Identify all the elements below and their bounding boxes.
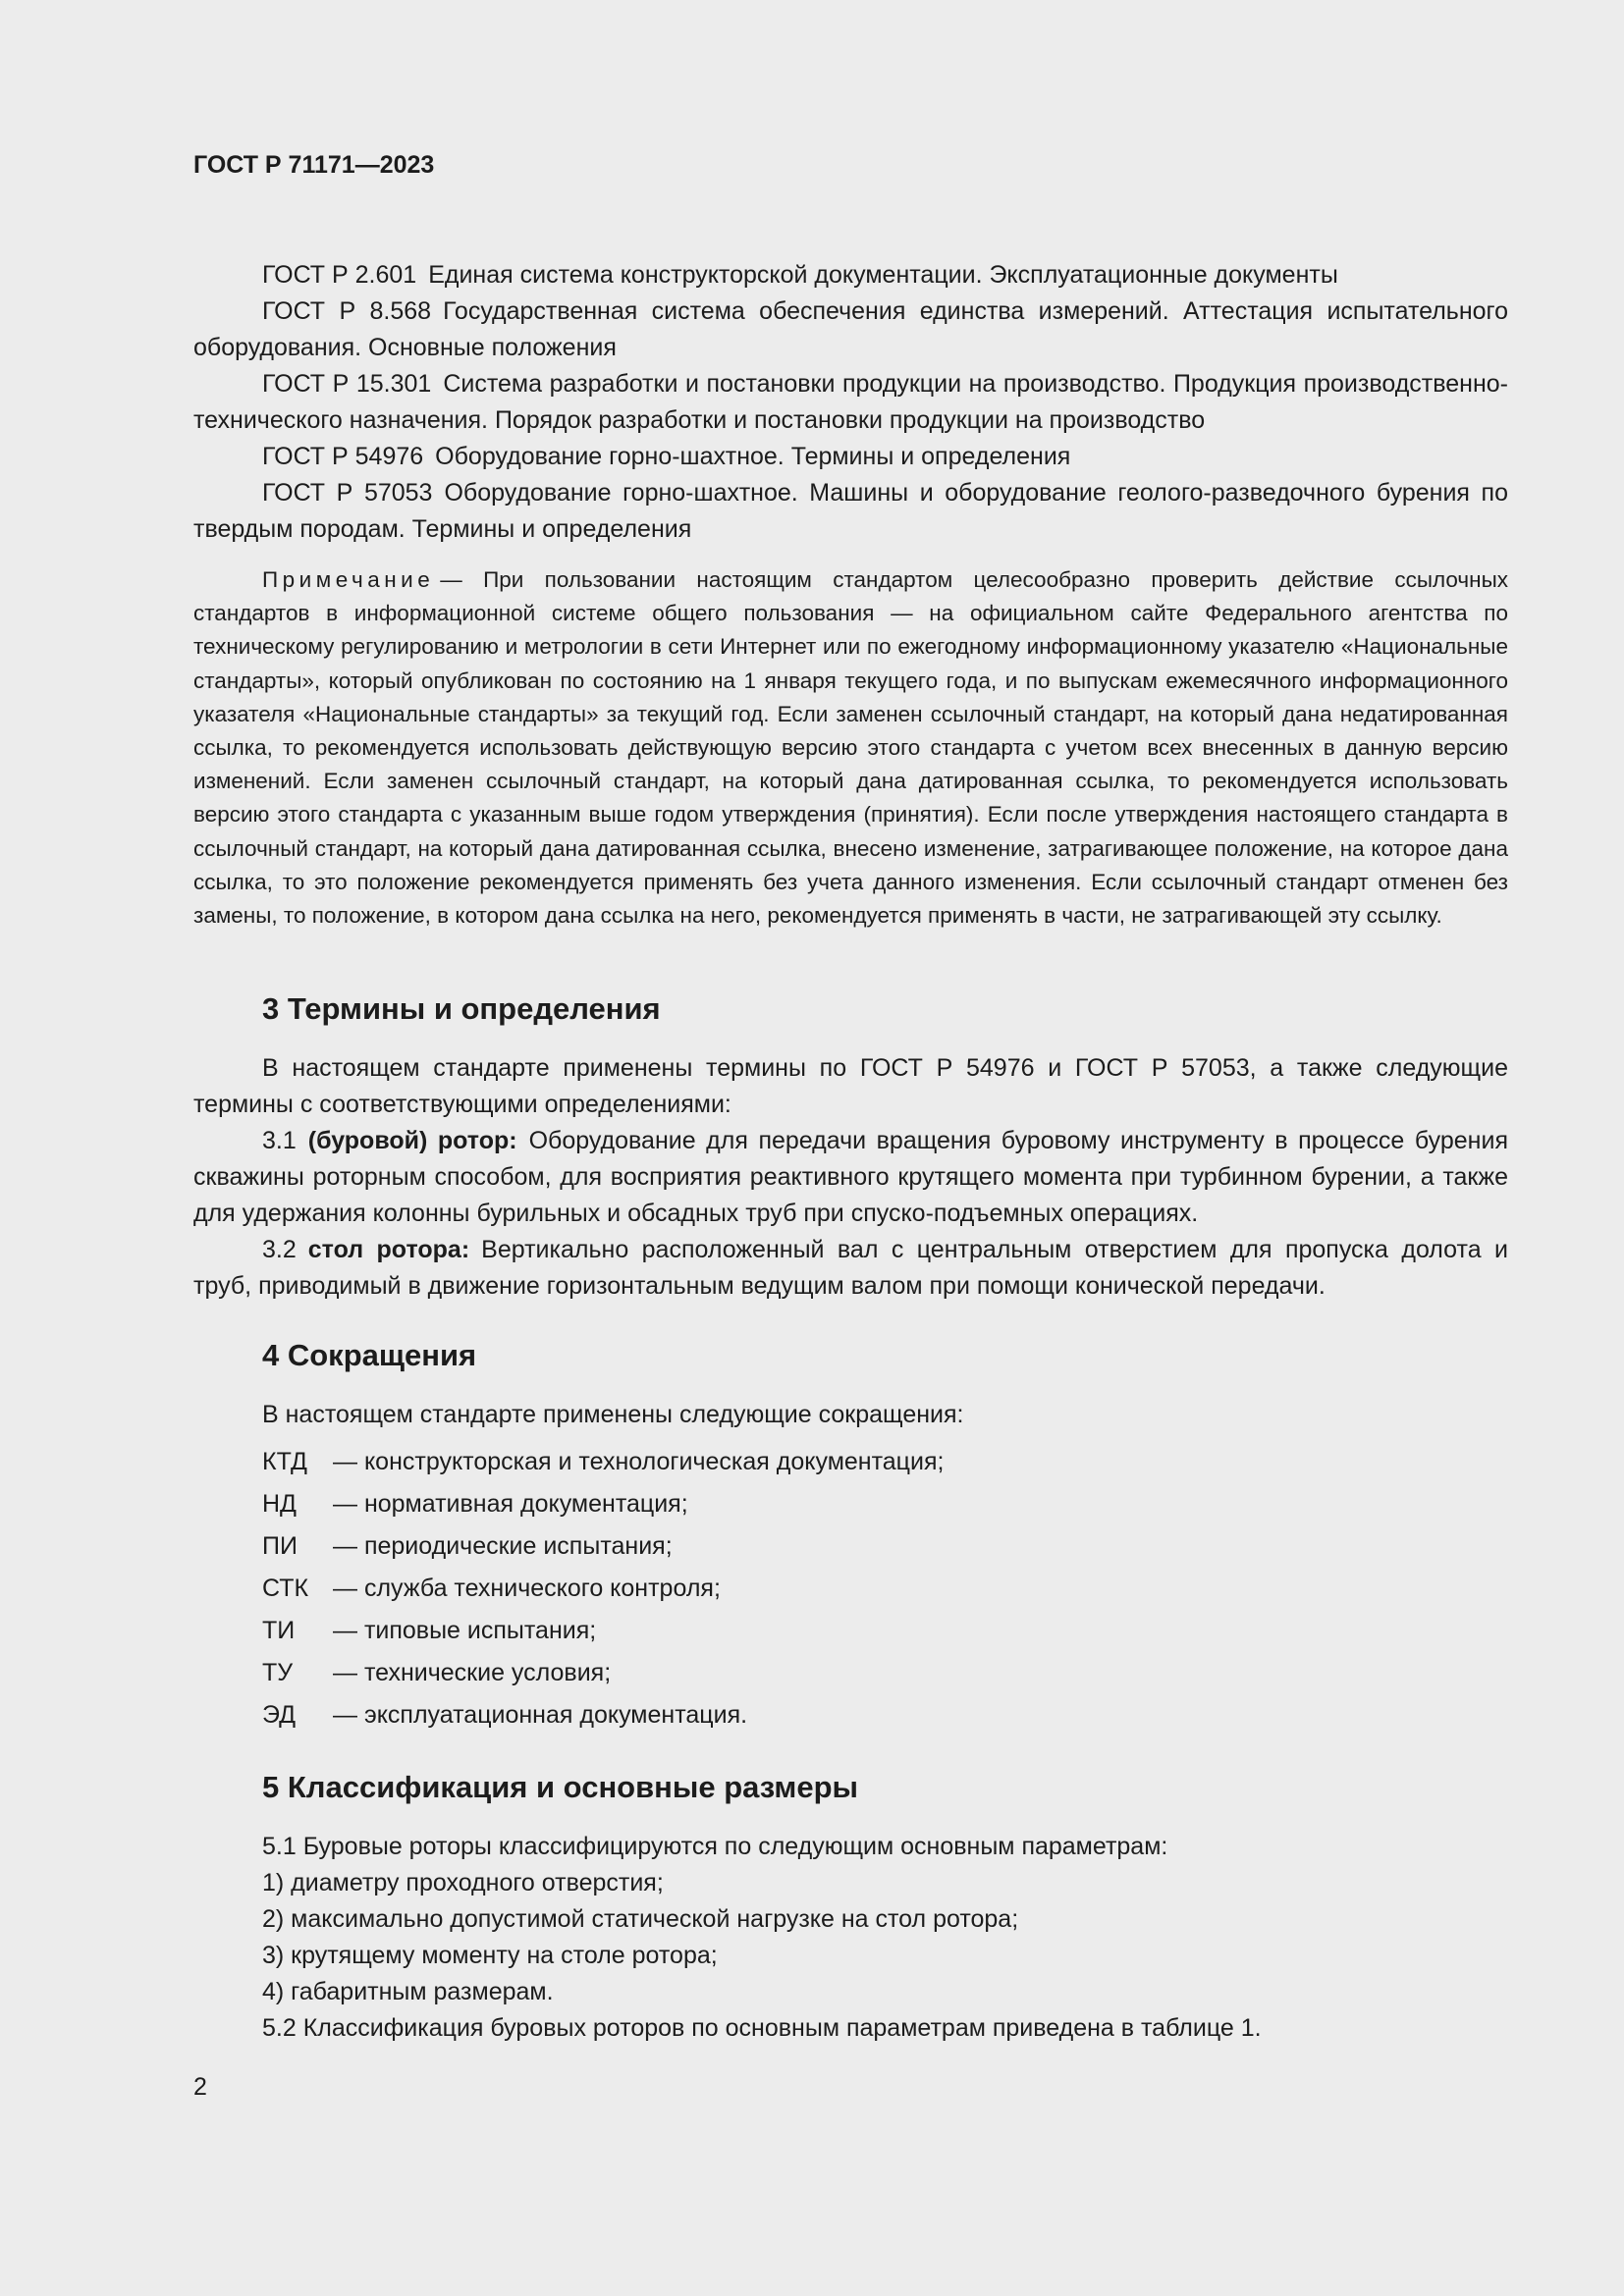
note-text: — При пользовании настоящим стандартом целесообразно проверить действие ссылочных стандартов в информационной системе общего пользования — на официальном сайте Федерального агентства по техническому регулированию и метрологии в сети Интернет или по ежегодному информационному указателю «Национальные стандарты», который опубликован по состоянию на 1 января текущего года, и по выпускам ежемесячного информационного указателя «Национальные стандарты» за текущий год. Если заменен ссылочный стандарт, на который дана недатированная ссылка, то рекомендуется использовать действующую версию этого стандарта с учетом всех внесенных в данную версию изменений. Если заменен ссылочный стандарт, на который дана датированная ссылка, то рекомендуется использовать версию этого стандарта с указанным выше годом утверждения (принятия). Если после утверждения настоящего стандарта в ссылочный стандарт, на который дана датированная ссылка, внесено изменение, затрагивающее положение, на которое дана ссылка, то это положение рекомендуется применять без учета данного изменения. Если ссылочный стандарт отменен без замены, то положение, в котором дана ссылка на него, рекомендуется применять в части, не затрагивающей эту ссылку. (193, 567, 1508, 929)
reference-item: ГОСТ Р 2.601 Единая система конструкторской документации. Эксплуатационные документы (262, 261, 1338, 289)
list-item: ТУ — технические условия; (262, 1659, 612, 1687)
list-item: 1) диаметру проходного отверстия; (262, 1869, 664, 1897)
section-4-intro: В настоящем стандарте применены следующие сокращения: (262, 1401, 964, 1429)
paragraph-5-2: 5.2 Классификация буровых роторов по основным параметрам приведена в таблице 1. (262, 2014, 1262, 2043)
note-label: Примечание (262, 567, 435, 592)
list-item: СТК — служба технического контроля; (262, 1575, 721, 1603)
document-code: ГОСТ Р 71171—2023 (193, 151, 435, 179)
list-item: КТД — конструкторская и технологическая документация; (262, 1448, 945, 1476)
reference-item: ГОСТ Р 57053 Оборудование горно-шахтное. Машины и оборудование геолого-разведочного бурения по твердым породам. Термины и определения (193, 479, 1508, 543)
term-name: (буровой) ротор: (307, 1127, 517, 1155)
reference-item: ГОСТ Р 8.568 Государственная система обеспечения единства измерений. Аттестация испытательного оборудования. Основные положения (193, 297, 1508, 361)
list-item: 4) габаритным размерам. (262, 1978, 554, 2006)
list-item: ЭД — эксплуатационная документация. (262, 1701, 748, 1730)
section-3-intro: В настоящем стандарте применены термины по ГОСТ Р 54976 и ГОСТ Р 57053, а также следующие термины с соответствующими определениями: (193, 1054, 1508, 1119)
list-item: ТИ — типовые испытания; (262, 1617, 597, 1645)
reference-item: ГОСТ Р 54976 Оборудование горно-шахтное. Термины и определения (262, 443, 1071, 470)
section-4-title: 4 Сокращения (262, 1338, 477, 1373)
section-3-title: 3 Термины и определения (262, 991, 661, 1027)
page-number: 2 (193, 2073, 207, 2101)
term-3-1: 3.1 (буровой) ротор: Оборудование для передачи вращения буровому инструменту в процессе бурения скважины роторным способом, для восприятия реактивного крутящего момента при турбинном бурении, а также для удержания колонны бурильных и обсадных труб при спуско-подъемных операциях. (193, 1127, 1508, 1228)
term-name: стол ротора: (307, 1236, 470, 1264)
list-item: НД — нормативная документация; (262, 1490, 688, 1519)
list-item: ПИ — периодические испытания; (262, 1532, 673, 1561)
normative-references (193, 257, 1508, 548)
term-3-2: 3.2 стол ротора: Вертикально расположенный вал с центральным отверстием для пропуска долота и труб, приводимый в движение горизонтальным ведущим валом при помощи конической передачи. (193, 1236, 1508, 1301)
list-item: 3) крутящему моменту на столе ротора; (262, 1942, 718, 1970)
paragraph-5-1: 5.1 Буровые роторы классифицируются по следующим основным параметрам: (262, 1833, 1168, 1861)
section-5-title: 5 Классификация и основные размеры (262, 1770, 858, 1805)
document-page (193, 147, 1508, 2047)
abbreviation-list (193, 1441, 1508, 1736)
list-item: 2) максимально допустимой статической нагрузке на стол ротора; (262, 1905, 1019, 1934)
note-paragraph (193, 563, 1508, 933)
reference-item: ГОСТ Р 15.301 Система разработки и постановки продукции на производство. Продукция производственно-технического назначения. Порядок разработки и постановки продукции на производство (193, 370, 1508, 434)
